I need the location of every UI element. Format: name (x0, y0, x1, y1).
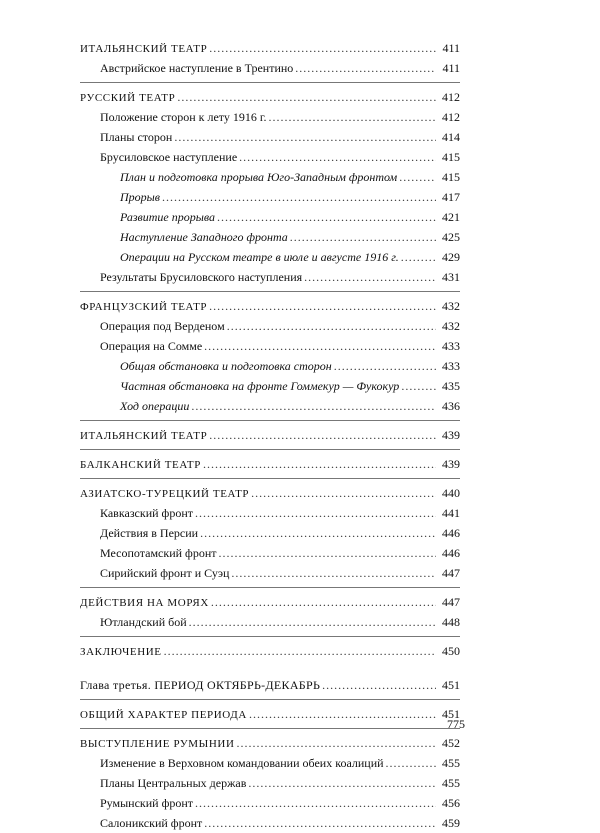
toc-entry (80, 58, 460, 78)
section-divider (80, 636, 460, 637)
toc-subentry (80, 396, 460, 416)
dot-leader (218, 543, 436, 563)
toc-entry-title: Изменение в Верховном командовании обеих коалиций (100, 756, 384, 770)
toc-subentry-title: План и подготовка прорыва Юго-Западным фронтом (120, 170, 398, 184)
toc-subentry (80, 227, 460, 247)
toc-entry-title: Операция под Верденом (100, 319, 225, 333)
toc-entry-page: 412 (442, 110, 460, 124)
toc-entry-title: Брусиловское наступление (100, 150, 238, 164)
toc-section (80, 296, 460, 316)
toc-entry-page: 433 (442, 339, 460, 353)
page-number: 775 (447, 717, 465, 731)
section-divider (80, 587, 460, 588)
dot-leader (189, 612, 436, 632)
toc-entry (80, 336, 460, 356)
dot-leader (322, 675, 436, 695)
toc-section-page: 411 (442, 41, 460, 55)
toc-chapter (80, 675, 460, 695)
dot-leader (401, 376, 436, 396)
toc-entry-page: 459 (442, 816, 460, 830)
toc-entry-page: 455 (442, 756, 460, 770)
toc-section-title: ЗАКЛЮЧЕНИЕ (80, 646, 162, 658)
toc-section (80, 87, 460, 107)
toc-section (80, 733, 460, 753)
section-divider (80, 699, 460, 700)
toc-section-title: ФРАНЦУЗСКИЙ ТЕАТР (80, 301, 208, 313)
toc-entry-page: 446 (442, 526, 460, 540)
toc-subentry-title: Наступление Западного фронта (120, 230, 288, 244)
dot-leader (386, 753, 436, 773)
toc-entry-page: 431 (442, 270, 460, 284)
dot-leader (227, 316, 436, 336)
table-of-contents (80, 38, 460, 833)
toc-entry (80, 503, 460, 523)
toc-entry (80, 523, 460, 543)
toc-subentry (80, 356, 460, 376)
section-divider (80, 449, 460, 450)
toc-subentry-title: Частная обстановка на фронте Гоммекур — Фукокур (120, 379, 400, 393)
dot-leader (164, 641, 436, 661)
toc-entry-title: Австрийское наступление в Трентино (100, 61, 294, 75)
dot-leader (334, 356, 436, 376)
toc-subentry-title: Общая обстановка и подготовка сторон (120, 359, 332, 373)
dot-leader (239, 147, 436, 167)
dot-leader (399, 167, 436, 187)
toc-entry-page: 448 (442, 615, 460, 629)
toc-subentry-title: Ход операции (120, 399, 190, 413)
toc-section (80, 641, 460, 661)
toc-entry (80, 267, 460, 287)
toc-entry-title: Положение сторон к лету 1916 г. (100, 110, 267, 124)
toc-section-page: 412 (442, 90, 460, 104)
toc-section-page: 439 (442, 457, 460, 471)
toc-entry-page: 432 (442, 319, 460, 333)
dot-leader (174, 127, 436, 147)
toc-entry (80, 793, 460, 813)
toc-section (80, 483, 460, 503)
dot-leader (204, 813, 436, 833)
toc-subentry (80, 187, 460, 207)
section-divider (80, 420, 460, 421)
toc-subentry-page: 421 (442, 210, 460, 224)
dot-leader (237, 733, 437, 753)
toc-section (80, 592, 460, 612)
toc-entry-title: Планы сторон (100, 130, 173, 144)
toc-entry (80, 773, 460, 793)
toc-subentry-page: 415 (442, 170, 460, 184)
toc-entry-title: Сирийский фронт и Суэц (100, 566, 230, 580)
toc-entry-title: Кавказский фронт (100, 506, 193, 520)
toc-section-page: 452 (442, 736, 460, 750)
dot-leader (251, 483, 436, 503)
toc-section-title: ОБЩИЙ ХАРАКТЕР ПЕРИОДА (80, 709, 247, 721)
dot-leader (268, 107, 436, 127)
dot-leader (209, 425, 436, 445)
toc-section-page: 440 (442, 486, 460, 500)
toc-section-page: 447 (442, 595, 460, 609)
toc-entry-page: 415 (442, 150, 460, 164)
dot-leader (177, 87, 436, 107)
toc-subentry (80, 167, 460, 187)
section-divider (80, 291, 460, 292)
toc-section-title: ВЫСТУПЛЕНИЕ РУМЫНИИ (80, 738, 235, 750)
dot-leader (162, 187, 436, 207)
section-divider (80, 478, 460, 479)
toc-entry (80, 753, 460, 773)
dot-leader (231, 563, 436, 583)
dot-leader (191, 396, 436, 416)
dot-leader (211, 592, 436, 612)
dot-leader (304, 267, 436, 287)
dot-leader (295, 58, 436, 78)
toc-section-title: ИТАЛЬЯНСКИЙ ТЕАТР (80, 430, 208, 442)
toc-entry-page: 414 (442, 130, 460, 144)
section-divider (80, 728, 460, 729)
dot-leader (195, 503, 436, 523)
toc-subentry (80, 247, 460, 267)
toc-subentry (80, 376, 460, 396)
dot-leader (203, 454, 436, 474)
toc-section-title: ИТАЛЬЯНСКИЙ ТЕАТР (80, 43, 208, 55)
toc-subentry-title: Прорыв (120, 190, 161, 204)
dot-leader (209, 296, 436, 316)
dot-leader (217, 207, 436, 227)
toc-entry-title: Операция на Сомме (100, 339, 203, 353)
section-divider (80, 82, 460, 83)
toc-subentry-title: Операции на Русском театре в июле и августе 1916 г. (120, 250, 399, 264)
toc-section (80, 38, 460, 58)
toc-entry-title: Действия в Персии (100, 526, 199, 540)
toc-entry-page: 455 (442, 776, 460, 790)
toc-subentry-page: 417 (442, 190, 460, 204)
toc-subentry-page: 435 (442, 379, 460, 393)
toc-entry-title: Месопотамский фронт (100, 546, 217, 560)
toc-entry-title: Салоникский фронт (100, 816, 203, 830)
dot-leader (204, 336, 436, 356)
toc-section (80, 704, 460, 724)
toc-section-title: РУССКИЙ ТЕАТР (80, 92, 176, 104)
toc-subentry-page: 429 (442, 250, 460, 264)
dot-leader (249, 704, 436, 724)
dot-leader (401, 247, 436, 267)
toc-entry-title: Результаты Брусиловского наступления (100, 270, 303, 284)
spacer (80, 661, 460, 675)
toc-section-page: 432 (442, 299, 460, 313)
toc-section-title: ДЕЙСТВИЯ НА МОРЯХ (80, 597, 209, 609)
toc-subentry (80, 207, 460, 227)
toc-entry-page: 411 (442, 61, 460, 75)
dot-leader (200, 523, 436, 543)
toc-section-title: БАЛКАНСКИЙ ТЕАТР (80, 459, 201, 471)
toc-subentry-page: 436 (442, 399, 460, 413)
toc-entry-page: 456 (442, 796, 460, 810)
dot-leader (195, 793, 436, 813)
toc-entry (80, 127, 460, 147)
toc-entry (80, 813, 460, 833)
toc-entry (80, 543, 460, 563)
toc-entry-page: 447 (442, 566, 460, 580)
toc-entry (80, 147, 460, 167)
toc-chapter-page: 451 (442, 678, 460, 692)
toc-entry-page: 441 (442, 506, 460, 520)
toc-entry-page: 446 (442, 546, 460, 560)
toc-entry (80, 316, 460, 336)
toc-subentry-title: Развитие прорыва (120, 210, 216, 224)
toc-section (80, 454, 460, 474)
toc-subentry-page: 433 (442, 359, 460, 373)
toc-subentry-page: 425 (442, 230, 460, 244)
toc-section-page: 450 (442, 644, 460, 658)
toc-chapter-title: Глава третья. ПЕРИОД ОКТЯБРЬ-ДЕКАБРЬ (80, 678, 321, 692)
toc-entry (80, 563, 460, 583)
toc-entry-title: Румынский фронт (100, 796, 194, 810)
dot-leader (209, 38, 436, 58)
toc-section-page: 451 (442, 707, 460, 721)
toc-entry-title: Планы Центральных держав (100, 776, 247, 790)
dot-leader (290, 227, 436, 247)
toc-entry (80, 107, 460, 127)
toc-section-page: 439 (442, 428, 460, 442)
toc-entry (80, 612, 460, 632)
toc-section (80, 425, 460, 445)
toc-section-title: АЗИАТСКО-ТУРЕЦКИЙ ТЕАТР (80, 488, 250, 500)
dot-leader (248, 773, 436, 793)
toc-entry-title: Ютландский бой (100, 615, 187, 629)
